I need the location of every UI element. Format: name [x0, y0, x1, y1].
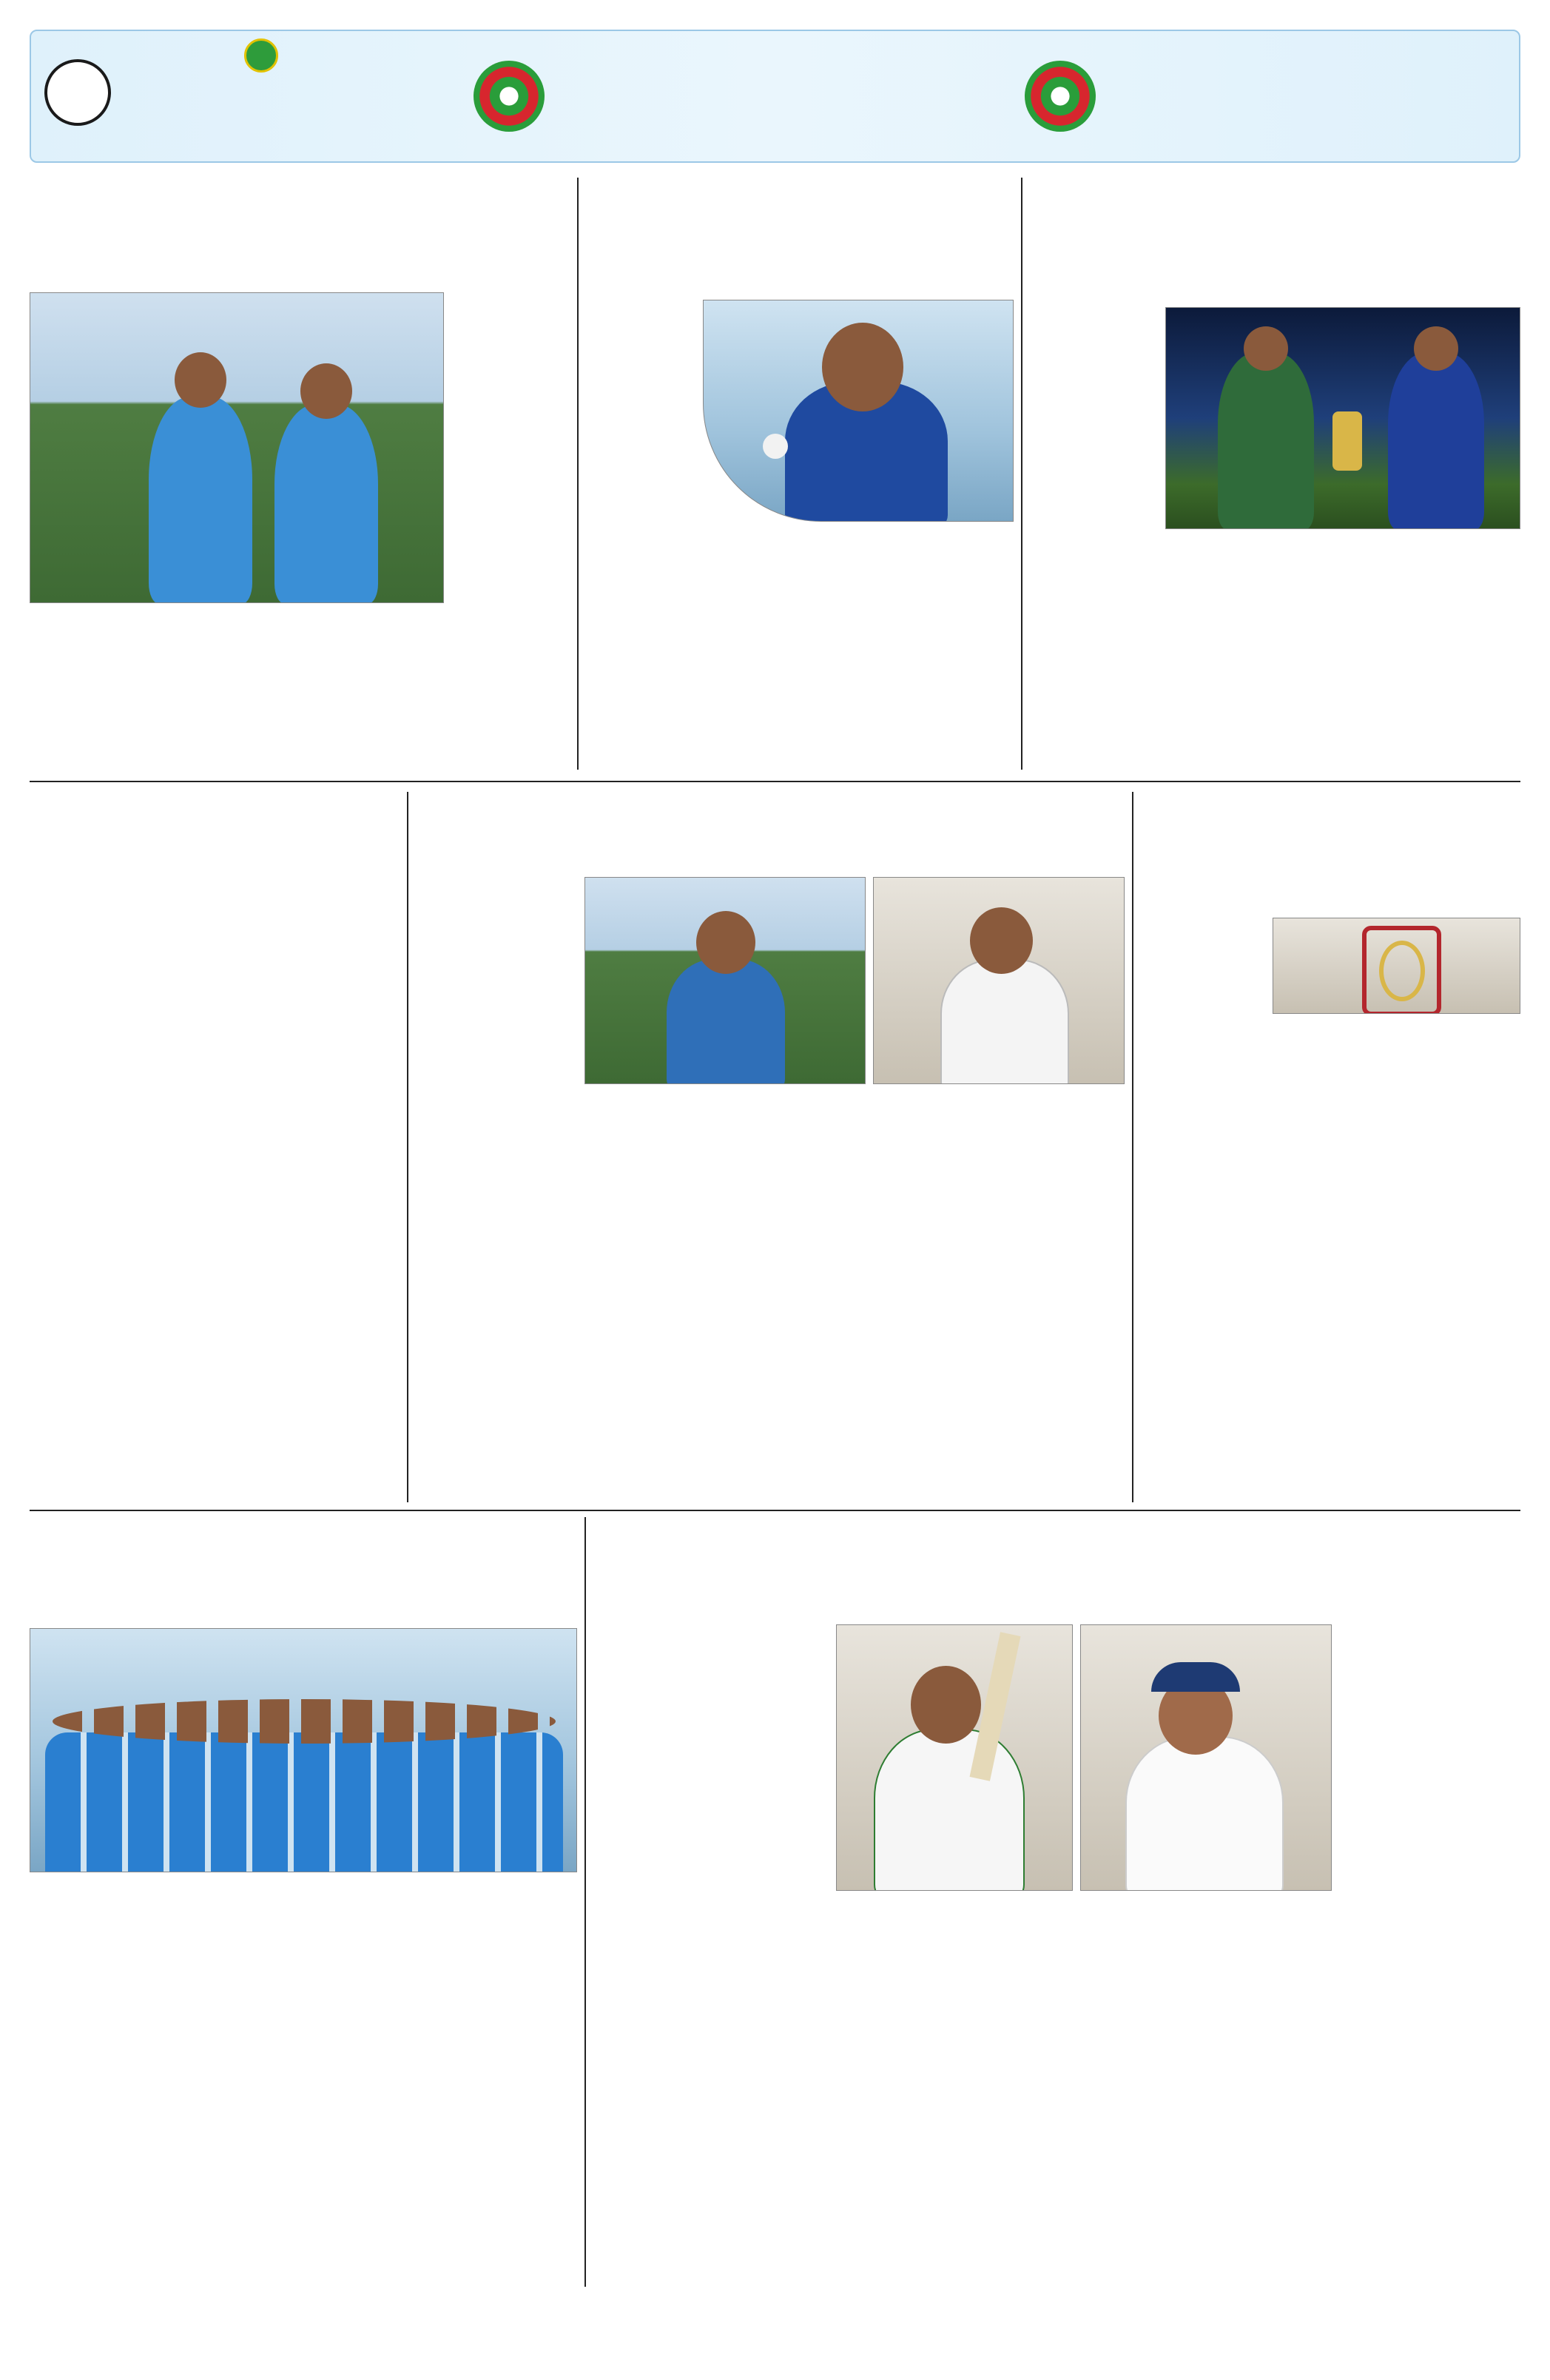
ishan-jaiswal-photo — [30, 292, 444, 603]
story-body — [1339, 1639, 1520, 2276]
story-body — [1139, 1021, 1520, 1495]
column-rule — [407, 792, 408, 1502]
story-body — [451, 311, 570, 603]
row-rule — [30, 1510, 1520, 1511]
column-rule — [1132, 792, 1133, 1502]
emblem-icon — [474, 61, 545, 132]
arjun-tendulkar-photo — [703, 300, 1014, 522]
kohli-photo — [873, 877, 1125, 1084]
row-rule — [30, 781, 1520, 782]
newspaper-logo — [148, 44, 370, 148]
story-body — [414, 1092, 1125, 1495]
hockey-team-photo — [30, 1628, 577, 1872]
story-body — [414, 877, 577, 1084]
mcc-logo-photo — [1273, 918, 1520, 1014]
story-body — [1028, 307, 1158, 773]
story-body — [30, 1898, 577, 2276]
dravid-photo — [584, 877, 866, 1084]
story-body — [584, 529, 1014, 770]
story-body — [1139, 918, 1265, 1014]
babar-azam-photo — [836, 1624, 1073, 1891]
column-rule — [577, 178, 579, 770]
column-rule — [584, 1517, 586, 2287]
story-body — [584, 300, 699, 522]
indo-pak-captains-photo — [1165, 307, 1520, 529]
page-number — [44, 59, 111, 126]
story-body — [30, 866, 400, 1384]
column-rule — [1021, 178, 1022, 770]
story-body — [592, 1898, 1332, 2276]
story-body — [1165, 551, 1520, 773]
emblem-icon — [1025, 61, 1096, 132]
story-body — [30, 611, 570, 770]
story-body — [592, 1624, 829, 1891]
team-lineup — [30, 1391, 400, 1495]
travis-head-photo — [1080, 1624, 1332, 1891]
